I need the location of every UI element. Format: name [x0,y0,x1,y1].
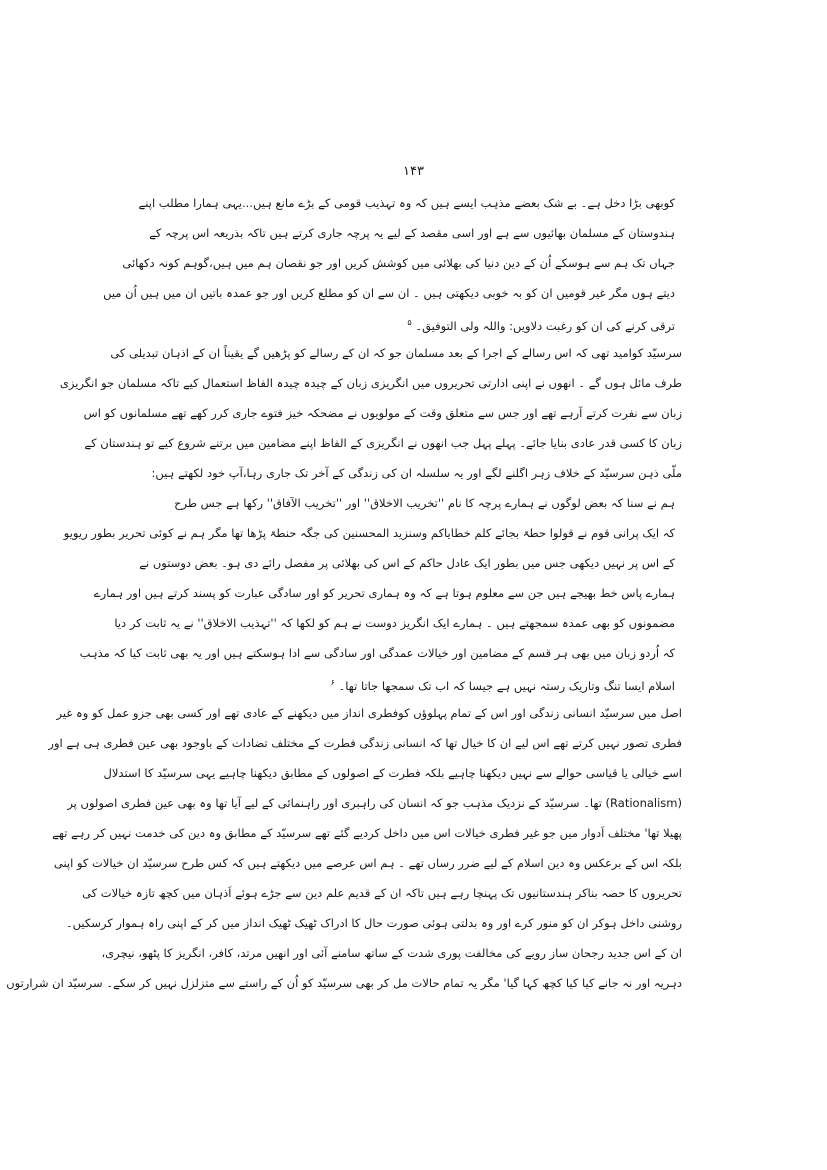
quote-text: اسلام ایسا تنگ وتاریک رستہ نہیں ہے جیسا کہ اب تک سمجھا جاتا تھا۔ [338,678,675,693]
paragraph-3 [6,938,682,998]
quote-line: کہ اُردو زبان میں بھی ہر قسم کے مضامین اور خیالات عمدگی اور سادگی سے ادا ہوسکتے ہیں اور یہ بھی ثابت کیا کہ مذہب [79,646,675,660]
paragraph-line: فطری تصور نہیں کرتے تھے اس لیے ان کا خیال تھا کہ انسانی زندگی فطرت کے مختلف تضادات کے باوجود بھی عین فطری ہی ہے اور [48,736,682,750]
intro-quote [103,188,675,341]
paragraph-line: روشنی داخل ہوکر ان کو منور کرے اور وہ بدلتی ہوئی صورت حال کا ادراک ٹھیک ٹھیک انداز میں کر کے اپنی راہ ہموار کرسکیں۔ [65,916,682,930]
quote-block-2 [63,488,675,701]
paragraph-line: اصل میں سرسیّد انسانی زندگی اور اس کے تمام پہلوؤں کوفطری انداز میں دیکھنے کے عادی تھے اور کسی بھی جزو عمل کو وہ غیر [56,706,682,720]
paragraph-line: سرسیّد کوامید تھی کہ اس رسالے کے اجرا کے بعد مسلمان جو کہ ان کے رسالے کو پڑھیں گے یقیناً ان کے اذہان تبدیلی کی [110,346,682,360]
footnote-marker: ۵ [407,318,412,327]
quote-line: کہ ایک پرانی قوم نے قولوا حطۃ بجائے کلم خطایاکم وسنزید المحسنین کی جگہ حنطۃ پڑھا تھا مگر ہم نے کوئی تحریر بطور ریویو [63,526,675,540]
intro-quote-line: ہندوستان کے مسلمان بھائیوں سے ہے اور اسی مقصد کے لیے یہ پرچہ جاری کرتے ہیں تاکہ بذریعہ اس پرچہ کے [149,226,675,240]
footnote-marker: ۶ [330,678,335,687]
paragraph-line: ان کے اس جدید رجحان ساز رویے کی مخالفت پوری شدت کے ساتھ سامنے آئی اور انھیں مرتد، کافر، انگریز کا پٹھو، نیچری، [101,946,682,960]
intro-quote-line: جہاں تک ہم سے ہوسکے اُن کے دین دنیا کی بھلائی میں کوشش کریں اور جو نقصان ہم میں ہیں،گوہم کونہ دکھائی [122,256,675,270]
paragraph-line: اسے خیالی یا قیاسی حوالے سے نہیں دیکھنا چاہیے بلکہ فطرت کے اصولوں کے مطابق دیکھنا چاہیے یہی سرسیّد کا استدلال [103,766,682,780]
quote-line-last [185,668,675,701]
paragraph-line: پھیلا تھا' مختلف اَدوار میں جو غیر فطری خیالات اس میں داخل کردیے گئے تھے سرسیّد کے مطابق وہ دین کی خدمت نہیں کر رہے تھے [52,826,682,840]
paragraph-line: (Rationalism) تھا۔ سرسیّد کے نزدیک مذہب جو کہ انسان کی راہبری اور راہنمائی کے لیے آیا تھا وہ بھی عین فطری اصولوں پر [67,796,682,810]
intro-quote-line: دیتے ہوں مگر غیر قومیں ان کو بہ خوبی دیکھتی ہیں ۔ ان سے ان کو مطلع کریں اور جو عمدہ باتیں ان میں ہیں اُن میں [103,286,675,300]
paragraph-line: ملّی ذہن سرسیّد کے خلاف زہر اگلنے لگے اور یہ سلسلہ ان کی زندگی کے آخر تک جاری رہا،آپ خود لکھتے ہیں: [151,466,682,480]
page-number: ۱۴۳ [403,164,424,179]
paragraph-line: زبان سے نفرت کرتے آرہے تھے اور جس سے متعلق وقت کے مولویوں نے مضحکہ خیز فتوے جاری کرر کھے تھے مسلمانوں کو اس [83,406,682,420]
quote-line: مضمونوں کو بھی عمدہ سمجھتے ہیں ۔ ہمارے ایک انگریز دوست نے ہم کو لکھا کہ ''تہذیب الاخلاق'' نے یہ ثابت کر دیا [114,616,675,630]
intro-quote-text: ترقی کرنے کی ان کو رغبت دلاویں: واللہ ولی التوفیق۔ [415,318,675,333]
paragraph-line: زبان کا کسی قدر عادی بنایا جائے۔ پہلے پہل جب انھوں نے انگریزی کے الفاظ اپنے مضامین میں برتنے شروع کیے تو ہندستان کے [84,436,682,450]
quote-line: کے اس پر نہیں دیکھی جس میں بطور ایک عادل حاکم کے اس کی بھلائی پر مفصل رائے دی ہو۔ بعض دوستوں نے [139,556,675,570]
intro-quote-line-last [185,308,675,341]
quote-line: ہم نے سنا کہ بعض لوگوں نے ہمارے پرچہ کا نام ''تخریب الاخلاق'' اور ''تخریب الآفاق'' رکھا ہے جس طرح [174,496,675,510]
intro-quote-line: کوبھی بڑا دخل ہے۔ بے شک بعضے مذہب ایسے ہیں کہ وہ تہذیب قومی کے بڑے مانع ہیں...یہی ہمارا مطلب اپنے [138,196,675,210]
paragraph-line: دہریہ اور نہ جانے کیا کیا کچھ کہا گیا' مگر یہ تمام حالات مل کر بھی سرسیّد کو اُن کے راستے سے متزلزل نہیں کر سکے۔ سرسیّد ان شرارتوں [6,976,682,990]
paragraph-line: طرف مائل ہوں گے ۔ انھوں نے اپنی ادارتی تحریروں میں انگریزی زبان کے چیدہ چیدہ الفاظ استعمال کیے تاکہ مسلمان جو انگریزی [59,376,682,390]
paragraph-line: بلکہ اس کے برعکس وہ دین اسلام کے لیے ضرر رساں تھے ۔ ہم اس عرصے میں دیکھتے ہیں کہ کس طرح سرسیّد ان خیالات کو اپنی [53,856,682,870]
quote-line: ہمارے پاس خط بھیجے ہیں جن سے معلوم ہوتا ہے کہ وہ ہماری تحریر کو اور سادگی عبارت کو پسند کرتے ہیں اور ہمارے [93,586,675,600]
paragraph-2 [48,698,682,938]
paragraph-1 [59,338,682,488]
paragraph-line: تحریروں کا حصہ بناکر ہندستانیوں تک پہنچا رہے ہیں تاکہ ان کے قدیم علم دین سے جڑے ہوئے اَذہان میں کچھ تازہ خیالات کی [82,886,682,900]
